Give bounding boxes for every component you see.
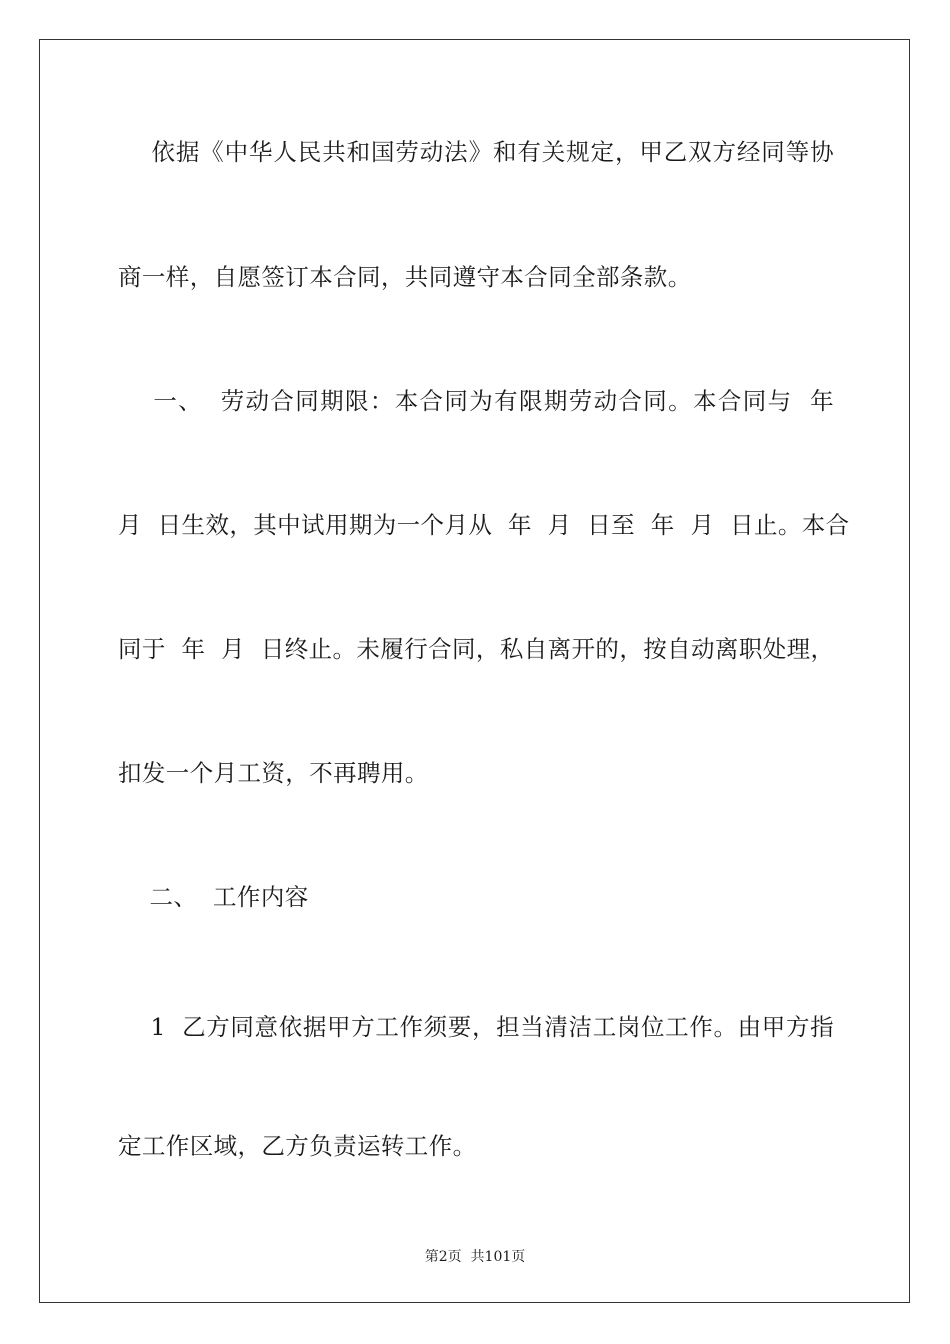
- paragraph-line-5: 同于 年 月 日终止。未履行合同，私自离开的，按自动离职处理，: [118, 635, 835, 663]
- paragraph-line-3: 一、 劳动合同期限：本合同为有限期劳动合同。本合同与 年: [118, 387, 834, 415]
- section-heading: 二、 工作内容: [118, 883, 309, 911]
- paragraph-line-1: 依据《中华人民共和国劳动法》和有关规定，甲乙双方经同等协: [118, 138, 834, 166]
- paragraph-line-4: 月 日生效，其中试用期为一个月从 年 月 日至 年 月 日止。本合: [118, 511, 850, 539]
- paragraph-line-2: 商一样，自愿签订本合同，共同遵守本合同全部条款。: [118, 263, 692, 291]
- paragraph-line-9: 定工作区域，乙方负责运转工作。: [118, 1132, 477, 1160]
- page-number-footer: 第2页 共101页: [424, 1249, 526, 1265]
- paragraph-line-8: 1 乙方同意依据甲方工作须要，担当清洁工岗位工作。由甲方指: [118, 1013, 834, 1041]
- page-border: [39, 39, 910, 1303]
- paragraph-line-6: 扣发一个月工资，不再聘用。: [118, 759, 429, 787]
